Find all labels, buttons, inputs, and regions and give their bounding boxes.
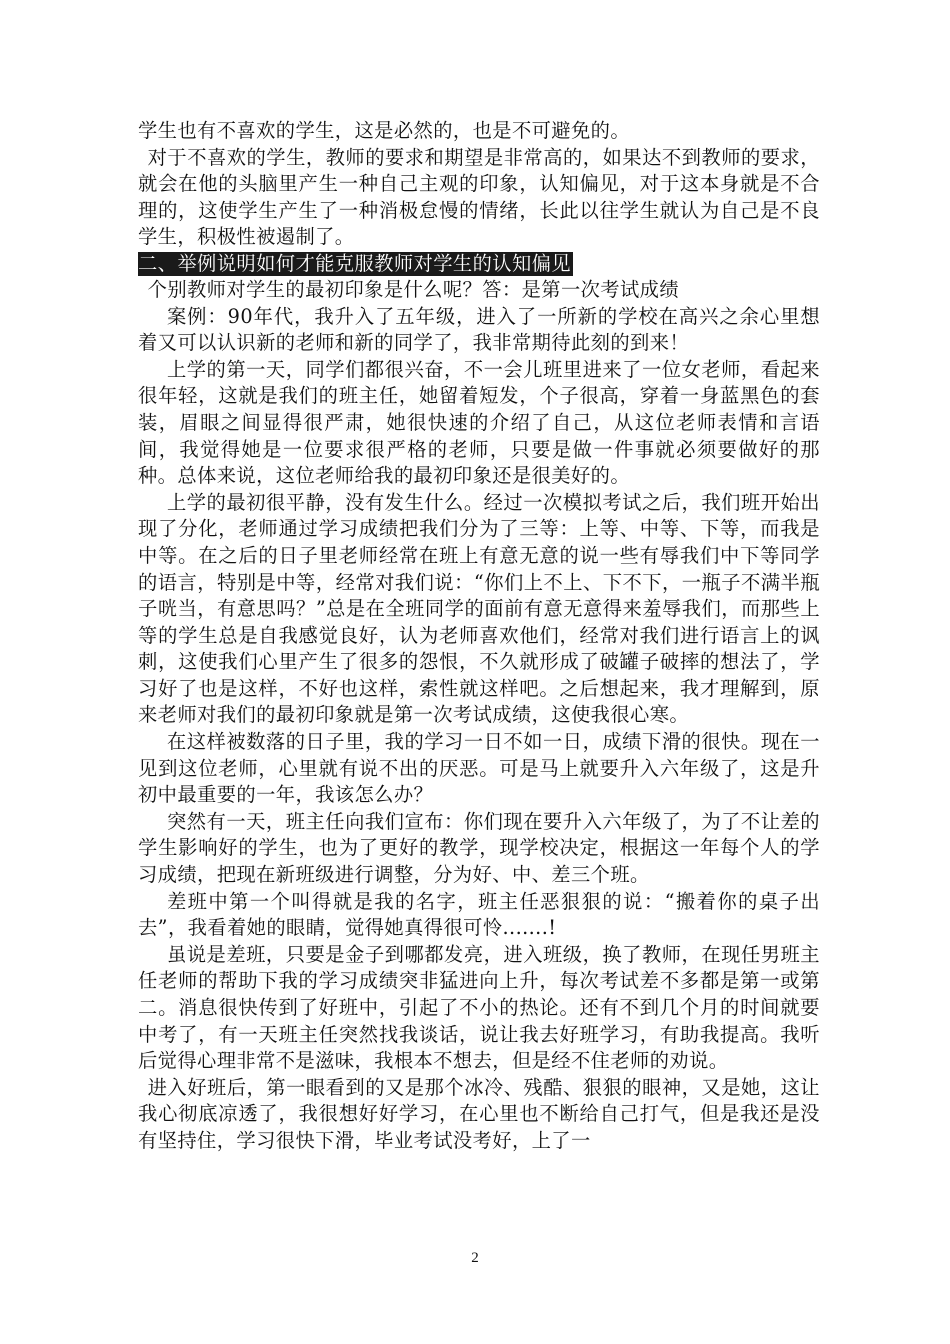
paragraph: 案例：90年代，我升入了五年级，进入了一所新的学校在高兴之余心里想着又可以认识新的老师和新的同学了，我非常期待此刻的到来！ [138, 304, 820, 355]
paragraph: 差班中第一个叫得就是我的名字，班主任恶狠狠的说：“搬着你的桌子出去”，我看着她的眼睛，觉得她真得很可怜.......! [138, 889, 820, 940]
section-heading [138, 251, 820, 277]
page-number: 2 [471, 1250, 479, 1266]
paragraph: 学生也有不喜欢的学生，这是必然的，也是不可避免的。 [138, 119, 631, 142]
paragraph: 进入好班后，第一眼看到的又是那个冰冷、残酷、狠狠的眼神，又是她，这让我心彻底凉透了，我很想好好学习，在心里也不断给自己打气，但是我还是没有坚持住，学习很快下滑，毕业考试没考好，上了一 [138, 1075, 820, 1152]
paragraph: 在这样被数落的日子里，我的学习一日不如一日，成绩下滑的很快。现在一见到这位老师，心里就有说不出的厌恶。可是马上就要升入六年级了，这是升初中最重要的一年，我该怎么办？ [138, 730, 820, 807]
paragraph: 上学的第一天，同学们都很兴奋，不一会儿班里进来了一位女老师，看起来很年轻，这就是我们的班主任，她留着短发，个子很高，穿着一身蓝黑色的套装，眉眼之间显得很严肃，她很快速的介绍了自己，从这位老师表情和言语间，我觉得她是一位要求很严格的老师，只要是做一件事就必须要做好的那种。总体来说，这位老师给我的最初印象还是很美好的。 [138, 357, 820, 488]
paragraph: 突然有一天，班主任向我们宣布：你们现在要升入六年级了，为了不让差的学生影响好的学生，也为了更好的教学，现学校决定，根据这一年每个人的学习成绩，把现在新班级进行调整，分为好、中、差三个班。 [138, 809, 820, 887]
paragraph: 个别教师对学生的最初印象是什么呢？答：是第一次考试成绩 [147, 277, 680, 301]
document-body [138, 118, 820, 1155]
section-heading-text: 二、举例说明如何才能克服教师对学生的认知偏见 [138, 251, 571, 275]
paragraph: 虽说是差班，只要是金子到哪都发亮，进入班级，换了教师，在现任男班主任老师的帮助下我的学习成绩突非猛进向上升，每次考试差不多都是第一或第二。消息很快传到了好班中，引起了不小的热论。还有不到几个月的时间就要中考了，有一天班主任突然找我谈话，说让我去好班学习，有助我提高。我听后觉得心理非常不是滋味，我根本不想去，但是经不住老师的劝说。 [138, 942, 820, 1073]
paragraph: 对于不喜欢的学生，教师的要求和期望是非常高的，如果达不到教师的要求，就会在他的头脑里产生一种自己主观的印象，认知偏见，对于这本身就是不合理的，这使学生产生了一种消极怠慢的情绪，长此以往学生就认为自己是不良学生，积极性被遏制了。 [138, 145, 820, 249]
paragraph: 上学的最初很平静，没有发生什么。经过一次模拟考试之后，我们班开始出现了分化，老师通过学习成绩把我们分为了三等：上等、中等、下等，而我是中等。在之后的日子里老师经常在班上有意无意的说一些有辱我们中下等同学的语言，特别是中等，经常对我们说：“你们上不上、下不下，一瓶子不满半瓶子咣当，有意思吗？”总是在全班同学的面前有意无意得来羞辱我们，而那些上等的学生总是自我感觉良好，认为老师喜欢他们，经常对我们进行语言上的讽刺，这使我们心里产生了很多的怨恨，不久就形成了破罐子破摔的想法了，学习好了也是这样，不好也这样，索性就这样吧。之后想起来，我才理解到，原来老师对我们的最初印象就是第一次考试成绩，这使我很心寒。 [138, 490, 820, 727]
